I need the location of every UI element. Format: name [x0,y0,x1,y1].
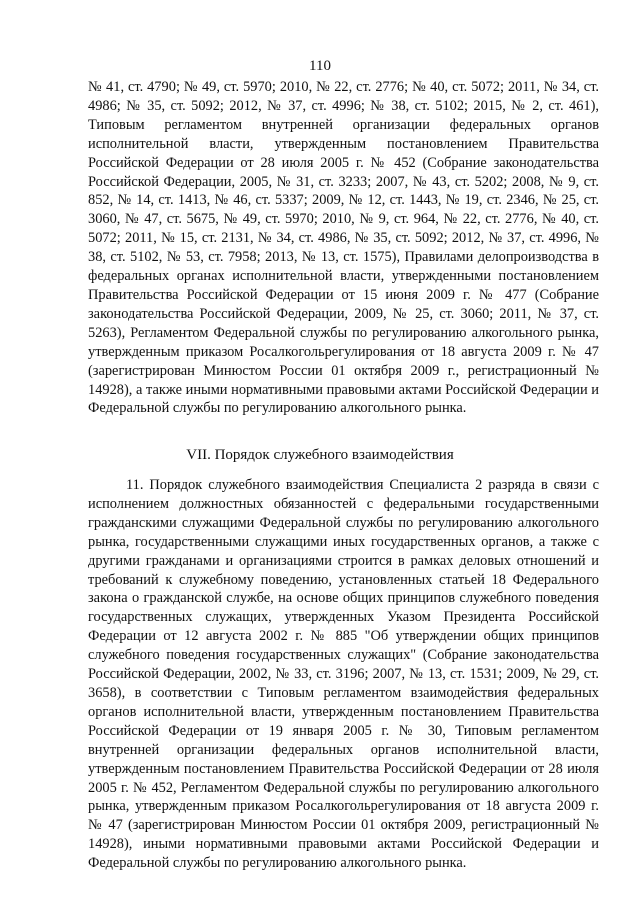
section-heading: VII. Порядок служебного взаимодействия [186,447,454,463]
paragraph-11: 11. Порядок служебного взаимодействия Специалиста 2 разряда в связи с исполнением должностных обязанностей с федеральными государственными гражданскими служащими Федеральной службы по регулированию алкогольного рынка, государственными служащими иных государственных органов, а также с другими гражданами и организациями строится в рамках деловых отношений и требований к служебному поведению, установленных статьей 18 Федерального закона о гражданской службе, на основе общих принципов служебного поведения государственных служащих, утвержденных Указом Президента Российской Федерации от 12 августа 2002 г. № 885 "Об утверждении общих принципов служебного поведения государственных служащих" (Собрание законодательства Российской Федерации, 2002, № 33, ст. 3196; 2007, № 13, ст. 1531; 2009, № 29, ст. 3658), в соответствии с Типовым регламентом взаимодействия федеральных органов исполнительной власти, утвержденным постановлением Правительства Российской Федерации от 19 января 2005 г. № 30, Типовым регламентом внутренней организации федеральных органов исполнительной власти, утвержденным постановлением Правительства Российской Федерации от 28 июля 2005 г. № 452, Регламентом Федеральной службы по регулированию алкогольного рынка, утвержденным приказом Росалкогольрегулирования от 18 августа 2009 г. № 47 (зарегистрирован Минюстом России 01 октября 2009, регистрационный № 14928), иными нормативными правовыми актами Российской Федерации и Федеральной службы по регулированию алкогольного рынка. [88,477,599,872]
paragraph-continuation-block [88,78,599,418]
paragraph-11-block [88,476,599,873]
paragraph-continuation: № 41, ст. 4790; № 49, ст. 5970; 2010, № 22, ст. 2776; № 40, ст. 5072; 2011, № 34, ст. 4986; № 35, ст. 5092; 2012, № 37, ст. 4996; № 38, ст. 5102; 2015, № 2, ст. 461), Типовым регламентом внутренней организации федеральных органов исполнительной власти, утвержденным постановлением Правительства Российской Федерации от 28 июля 2005 г. № 452 (Собрание законодательства Российской Федерации, 2005, № 31, ст. 3233; 2007, № 43, ст. 5202; 2008, № 9, ст. 852, № 14, ст. 1413, № 46, ст. 5337; 2009, № 12, ст. 1443, № 19, ст. 2346, № 25, ст. 3060, № 47, ст. 5675, № 49, ст. 5970; 2010, № 9, ст. 964, № 22, ст. 2776, № 40, ст. 5072; 2011, № 15, ст. 2131, № 34, ст. 4986, № 35, ст. 5092; 2012, № 37, ст. 4996, № 38, ст. 5102, № 53, ст. 7958; 2013, № 13, ст. 1575), Правилами делопроизводства в федеральных органах исполнительной власти, утвержденными постановлением Правительства Российской Федерации от 15 июня 2009 г. № 477 (Собрание законодательства Российской Федерации, 2009, № 25, ст. 3060; 2011, № 37, ст. 5263), Регламентом Федеральной службы по регулированию алкогольного рынка, утвержденным приказом Росалкогольрегулирования от 18 августа 2009 г. № 47 (зарегистрирован Минюстом России 01 октября 2009 г., регистрационный № 14928), а также иными нормативными правовыми актами Российской Федерации и Федеральной службы по регулированию алкогольного рынка. [88,79,599,417]
page-number: 110 [309,58,331,74]
